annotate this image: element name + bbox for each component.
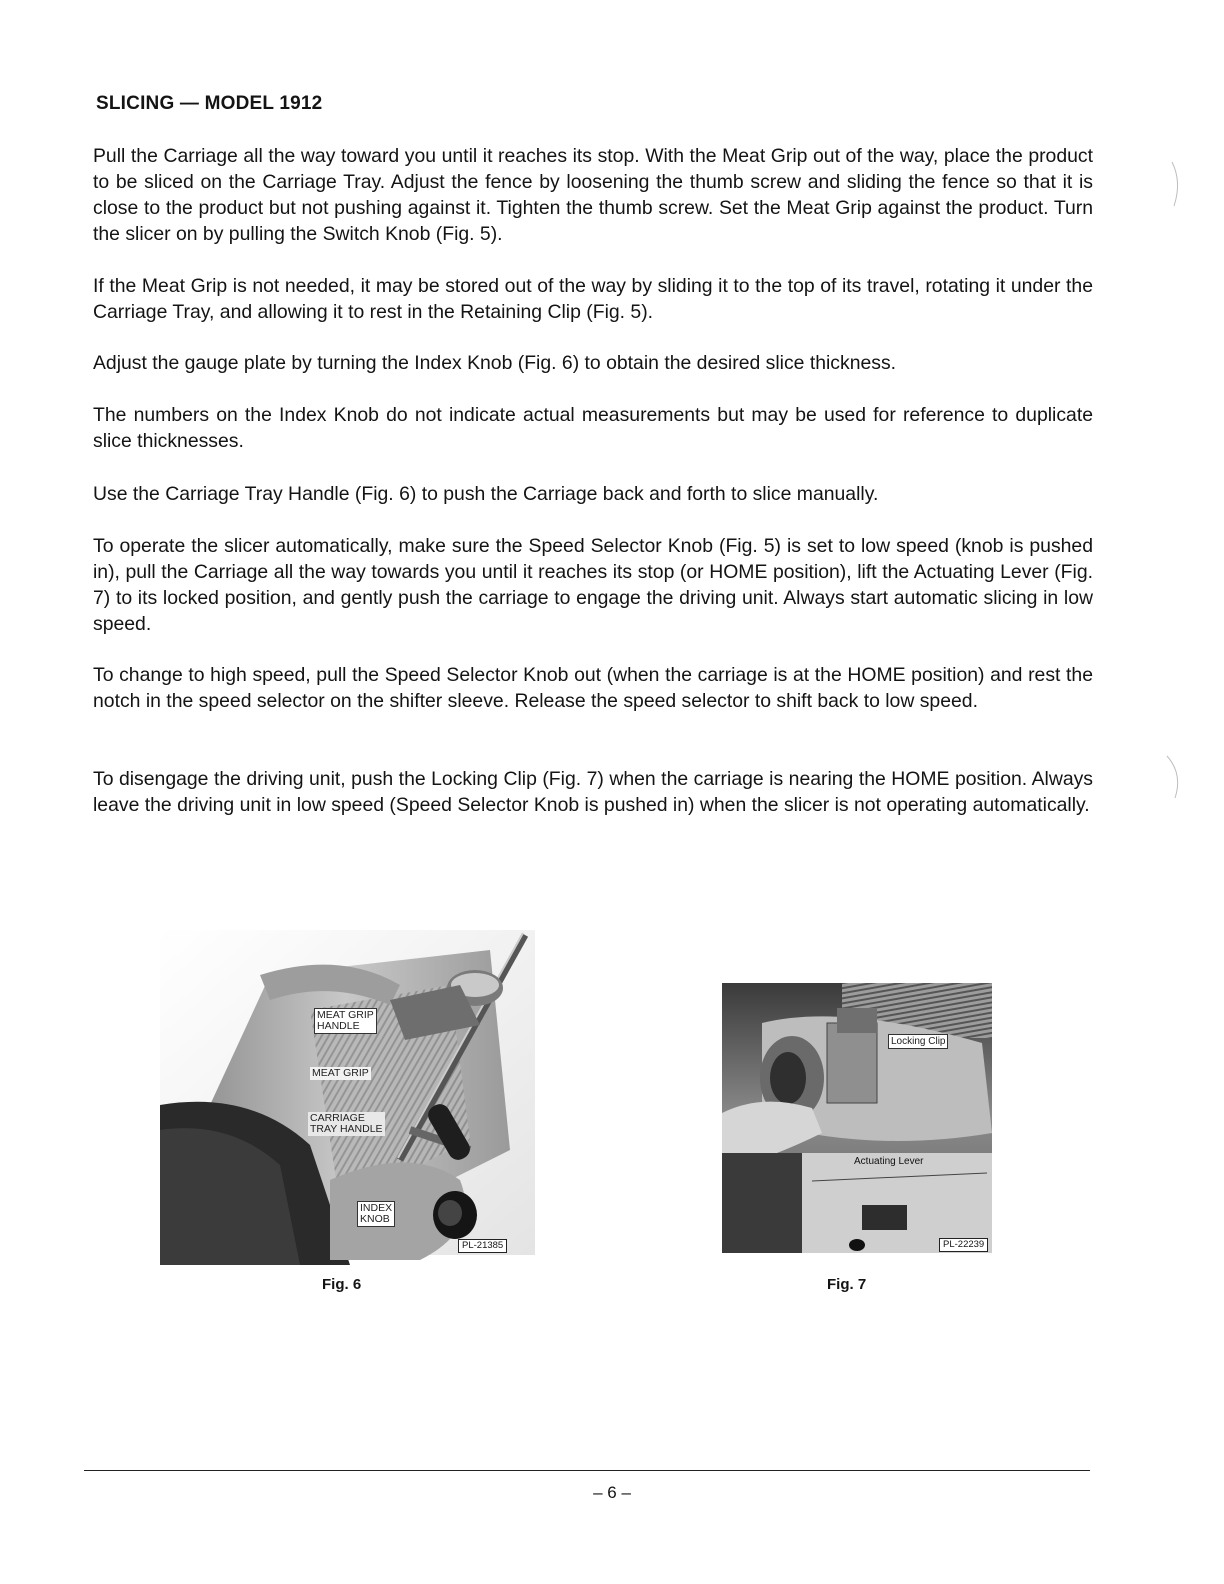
carriage-tray-handle-label-line1: CARRIAGE	[310, 1112, 365, 1124]
meat-grip-handle-callout	[314, 1008, 377, 1034]
paragraph-1: Pull the Carriage all the way toward you until it reaches its stop. With the Meat Grip out of the way, place the product to be sliced on the Carriage Tray. Adjust the fence by loosening the thumb screw and sliding the fence so that it is close to the product but not pushing against it. Tighten the thumb screw. Set the Meat Grip against the product. Turn the slicer on by pulling the Switch Knob (Fig. 5).	[93, 145, 1093, 245]
locking-clip-illustration	[722, 983, 992, 1253]
footer-rule	[84, 1470, 1090, 1471]
fig6-part-number: PL-21385	[458, 1239, 507, 1253]
scan-mark-top	[1168, 160, 1188, 210]
fig7-caption: Fig. 7	[827, 1276, 867, 1293]
paragraph-3: Adjust the gauge plate by turning the Index Knob (Fig. 6) to obtain the desired slice thickness.	[93, 352, 897, 374]
meat-grip-callout	[310, 1067, 371, 1080]
locking-clip-callout: Locking Clip	[888, 1034, 948, 1049]
paragraph-7: To change to high speed, pull the Speed Selector Knob out (when the carriage is at the HOME position) and rest the notch in the speed selector on the shifter sleeve. Release the speed selector to shift back to low speed.	[93, 664, 1093, 712]
index-knob-label-line1: INDEX	[360, 1202, 393, 1214]
fig7-part-number: PL-22239	[939, 1238, 988, 1252]
meat-grip-handle-label-line2: HANDLE	[317, 1020, 360, 1032]
carriage-tray-handle-label-line2: TRAY HANDLE	[310, 1123, 383, 1135]
paragraph-6: To operate the slicer automatically, make sure the Speed Selector Knob (Fig. 5) is set to low speed (knob is pushed in), pull the Carriage all the way towards you until it reaches its stop (or HOME position), lift the Actuating Lever (Fig. 7) to its locked position, and gently push the carriage to engage the driving unit. Always start automatic slicing in low speed.	[93, 535, 1093, 635]
fig7-photo	[722, 983, 992, 1253]
index-knob-label-line2: KNOB	[360, 1213, 390, 1225]
section-heading: SLICING — MODEL 1912	[96, 93, 323, 114]
index-knob-callout	[357, 1201, 395, 1227]
carriage-tray-handle-callout	[308, 1112, 385, 1136]
meat-grip-label: MEAT GRIP	[312, 1067, 369, 1079]
actuating-lever-callout: Actuating Lever	[854, 1156, 924, 1167]
page-number: – 6 –	[593, 1483, 631, 1502]
paragraph-5: Use the Carriage Tray Handle (Fig. 6) to push the Carriage back and forth to slice manually.	[93, 483, 879, 505]
slicer-illustration	[160, 930, 535, 1265]
fig6-caption: Fig. 6	[322, 1276, 362, 1293]
paragraph-2: If the Meat Grip is not needed, it may be stored out of the way by sliding it to the top of its travel, rotating it under the Carriage Tray, and allowing it to rest in the Retaining Clip (Fig. 5).	[93, 275, 1093, 323]
scan-mark-bottom	[1165, 752, 1187, 802]
meat-grip-handle-label-line1: MEAT GRIP	[317, 1009, 374, 1021]
fig6-photo	[160, 930, 535, 1265]
paragraph-4: The numbers on the Index Knob do not indicate actual measurements but may be used for reference to duplicate slice thicknesses.	[93, 404, 1093, 452]
paragraph-8: To disengage the driving unit, push the Locking Clip (Fig. 7) when the carriage is nearing the HOME position. Always leave the driving unit in low speed (Speed Selector Knob is pushed in) when the slicer is not operating automatically.	[93, 768, 1093, 816]
